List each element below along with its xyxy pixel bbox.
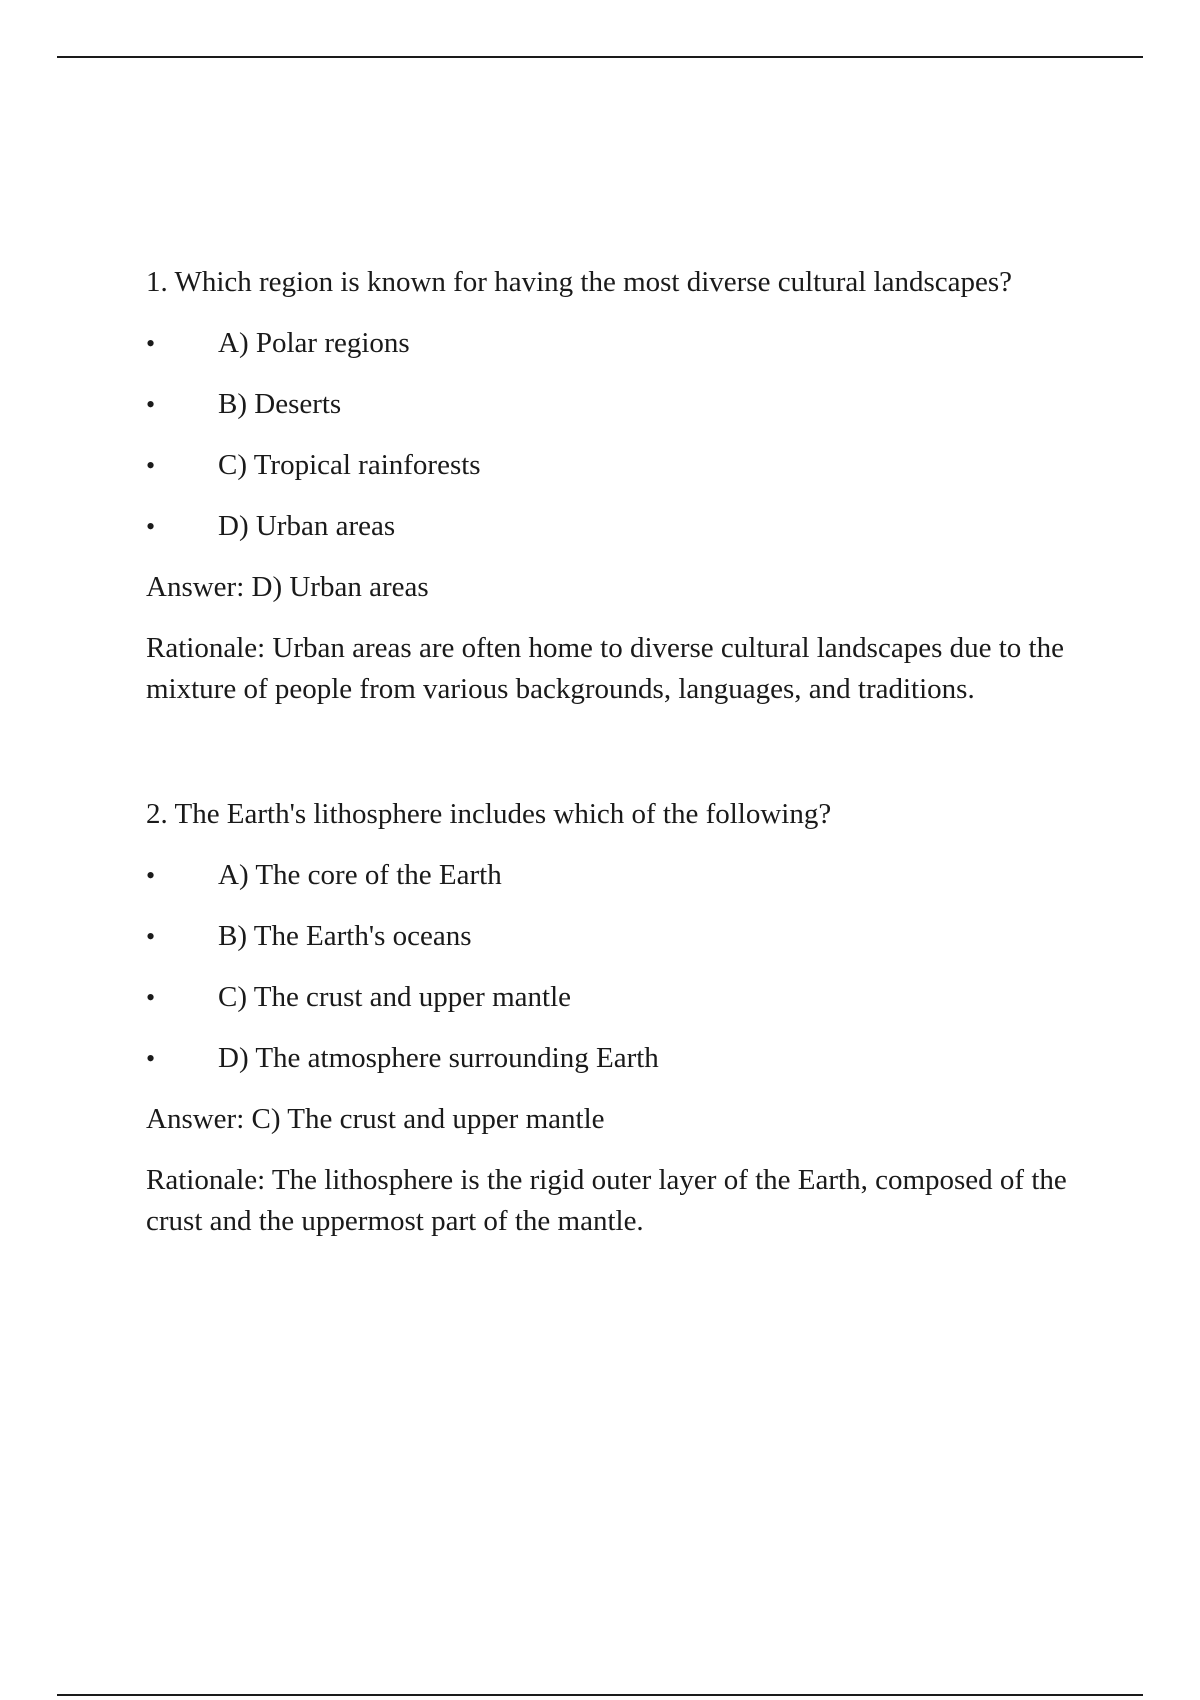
question-prompt: 1. Which region is known for having the most diverse cultural landscapes? xyxy=(146,266,1013,298)
question-block-2 xyxy=(146,794,1106,1242)
option-item xyxy=(146,1038,1106,1079)
option-label: C) Tropical rainforests xyxy=(218,449,481,481)
page-content xyxy=(146,262,1106,1242)
option-item xyxy=(146,916,1106,957)
bullet-icon: • xyxy=(146,983,156,1012)
option-item xyxy=(146,855,1106,896)
question-prompt: 2. The Earth's lithosphere includes which of the following? xyxy=(146,798,832,830)
answer-options xyxy=(146,855,1106,1079)
answer-text: Answer: C) The crust and upper mantle xyxy=(146,1103,605,1135)
option-item xyxy=(146,506,1106,547)
footer-rule xyxy=(57,1694,1143,1696)
bullet-icon: • xyxy=(146,922,156,951)
question-block-1 xyxy=(146,262,1106,710)
bullet-icon: • xyxy=(146,390,156,419)
option-label: D) The atmosphere surrounding Earth xyxy=(218,1042,659,1074)
option-label: B) The Earth's oceans xyxy=(218,920,472,952)
rationale-text: Rationale: Urban areas are often home to diverse cultural landscapes due to the mixture of people from various backgrounds, languages, and traditions. xyxy=(146,632,1064,705)
option-label: A) Polar regions xyxy=(218,327,410,359)
bullet-icon: • xyxy=(146,861,156,890)
bullet-icon: • xyxy=(146,1044,156,1073)
answer-text: Answer: D) Urban areas xyxy=(146,571,429,603)
option-item xyxy=(146,384,1106,425)
bullet-icon: • xyxy=(146,329,156,358)
option-label: D) Urban areas xyxy=(218,510,396,542)
rationale-text: Rationale: The lithosphere is the rigid outer layer of the Earth, composed of the crust and the uppermost part of the mantle. xyxy=(146,1164,1067,1237)
option-item xyxy=(146,445,1106,486)
option-label: B) Deserts xyxy=(218,388,342,420)
option-item xyxy=(146,323,1106,364)
option-label: C) The crust and upper mantle xyxy=(218,981,571,1013)
bullet-icon: • xyxy=(146,451,156,480)
option-label: A) The core of the Earth xyxy=(218,859,502,891)
bullet-icon: • xyxy=(146,512,156,541)
header-rule xyxy=(57,56,1143,58)
answer-options xyxy=(146,323,1106,547)
option-item xyxy=(146,977,1106,1018)
